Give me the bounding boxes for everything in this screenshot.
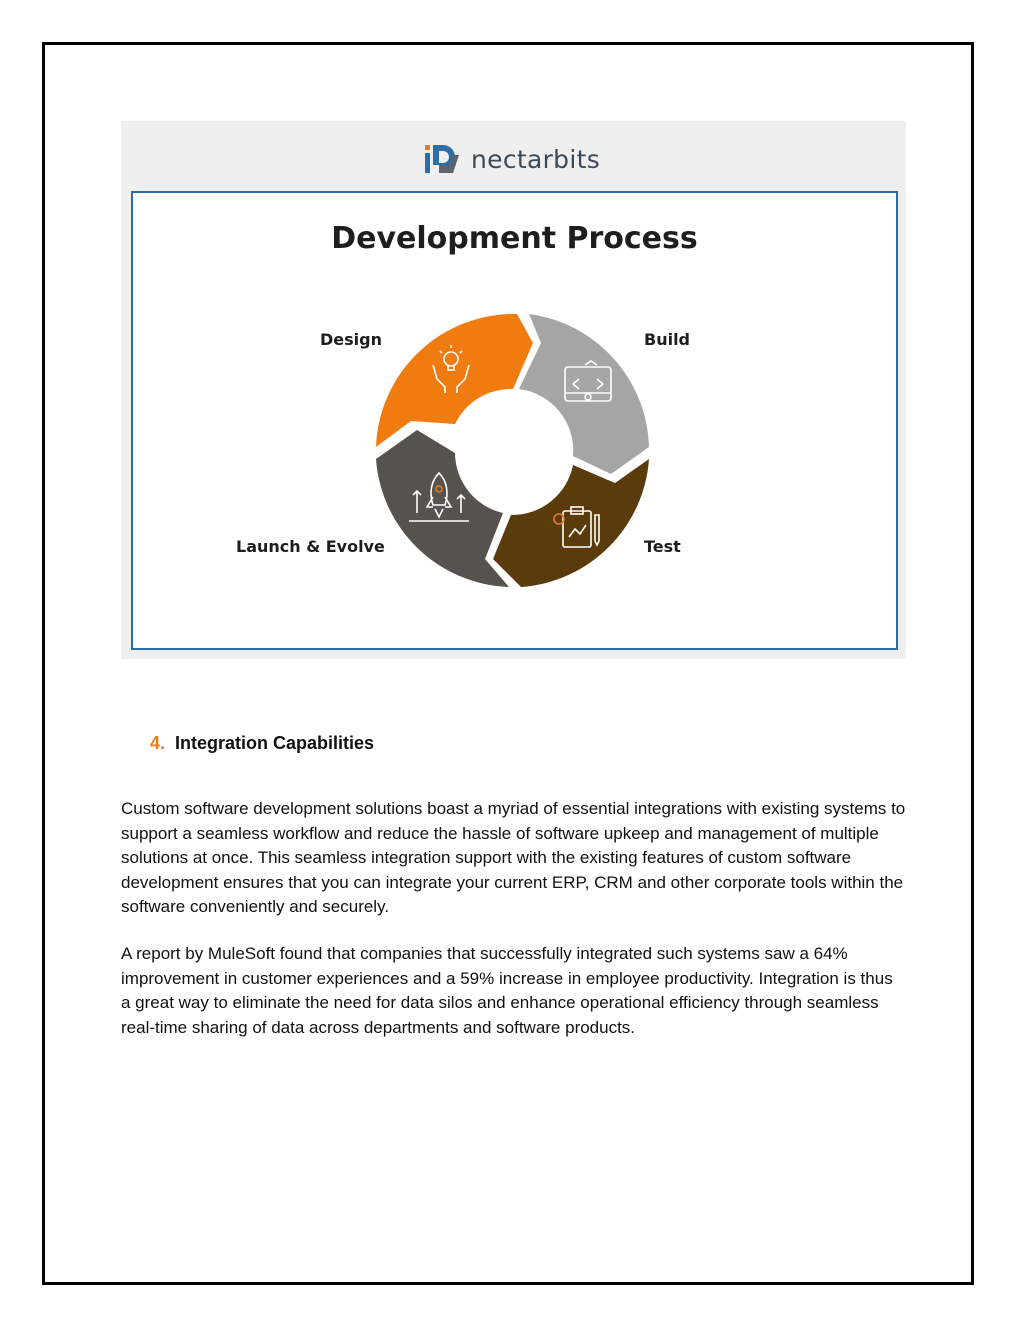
diagram-frame bbox=[131, 191, 898, 650]
stage-label-build: Build bbox=[644, 330, 691, 349]
cycle-diagram bbox=[133, 193, 896, 648]
section-title: Integration Capabilities bbox=[175, 733, 375, 753]
logo-wordmark: nectarbits bbox=[471, 144, 601, 174]
nectarbits-logo bbox=[421, 137, 600, 181]
development-process-figure bbox=[121, 121, 906, 659]
paragraph-integrations: Custom software development solutions boast a myriad of essential integrations with existing systems to support a seamless workflow and reduce the hassle of software upkeep and management of multiple solutions at once. This seamless integration support with the existing features of custom software development ensures that you can integrate your current ERP, CRM and other corporate tools within the software conveniently and securely. bbox=[121, 799, 906, 916]
stage-label-launch: Launch & Evolve bbox=[236, 537, 385, 556]
stage-label-design: Design bbox=[320, 330, 382, 349]
section-heading bbox=[150, 733, 374, 754]
section-number: 4. bbox=[150, 733, 166, 753]
diagram-title: Development Process bbox=[331, 221, 698, 256]
stage-label-test: Test bbox=[644, 537, 681, 556]
paragraph-mulesoft-report: A report by MuleSoft found that companies that successfully integrated such systems saw a 64% improvement in customer experiences and a 59% increase in employee productivity. Integration is thus a great way to eliminate the need for data silos and enhance operational efficiency through seamless real-time sharing of data across departments and software products. bbox=[121, 944, 893, 1037]
nectarbits-logo-mark-icon bbox=[421, 137, 465, 181]
